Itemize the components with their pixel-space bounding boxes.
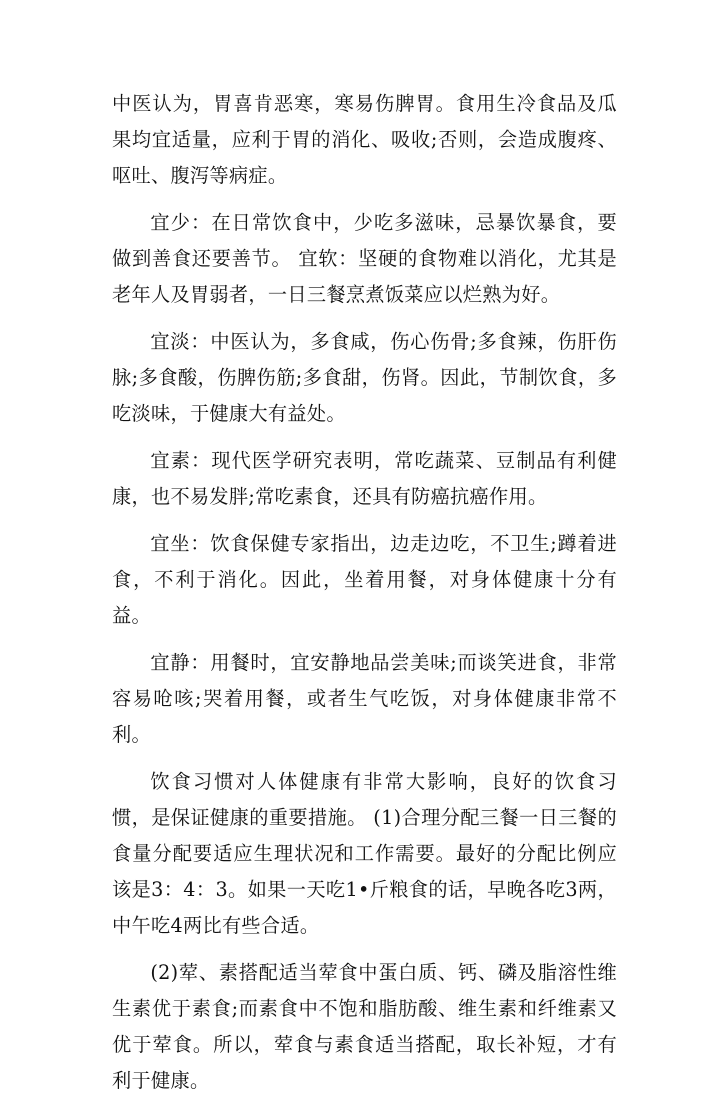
paragraph-eat-quietly: 宜静：用餐时，宜安静地品尝美味;而谈笑进食，非常容易呛咳;哭着用餐，或者生气吃饭，对身体健康非常不利。 [112, 651, 617, 746]
paragraph-eat-light: 宜淡：中医认为，多食咸，伤心伤骨;多食辣，伤肝伤脉;多食酸，伤脾伤筋;多食甜，伤肾。因此，节制饮食，多吃淡味，于健康大有益处。 [112, 330, 617, 425]
document-page [112, 86, 617, 1110]
paragraph-eat-vegetarian: 宜素：现代医学研究表明，常吃蔬菜、豆制品有利健康，也不易发胖;常吃素食，还具有防癌抗癌作用。 [112, 449, 617, 508]
paragraph-eat-sitting: 宜坐：饮食保健专家指出，边走边吃，不卫生;蹲着进食，不利于消化。因此，坐着用餐，对身体健康十分有益。 [112, 532, 617, 627]
paragraph-meat-vegetable-balance: (2)荤、素搭配适当荤食中蛋白质、钙、磷及脂溶性维生素优于素食;而素食中不饱和脂肪酸、维生素和纤维素又优于荤食。所以，荤食与素食适当搭配，取长补短，才有利于健康。 [112, 961, 617, 1092]
paragraph-stomach-cold: 中医认为，胃喜肯恶寒，寒易伤脾胃。食用生冷食品及瓜果均宜适量，应利于胃的消化、吸收;否则，会造成腹疼、呕吐、腹泻等病症。 [112, 92, 617, 187]
paragraph-eat-less-soft: 宜少：在日常饮食中，少吃多滋味，忌暴饮暴食，要做到善食还要善节。 宜软：坚硬的食物难以消化，尤其是老年人及胃弱者，一日三餐烹煮饭菜应以烂熟为好。 [112, 211, 617, 306]
paragraph-eating-habits: 饮食习惯对人体健康有非常大影响，良好的饮食习惯，是保证健康的重要措施。 (1)合理分配三餐一日三餐的食量分配要适应生理状况和工作需要。最好的分配比例应该是3：4：3。如果一天吃1•斤粮食的话，早晚各吃3两，中午吃4两比有些合适。 [112, 770, 617, 937]
